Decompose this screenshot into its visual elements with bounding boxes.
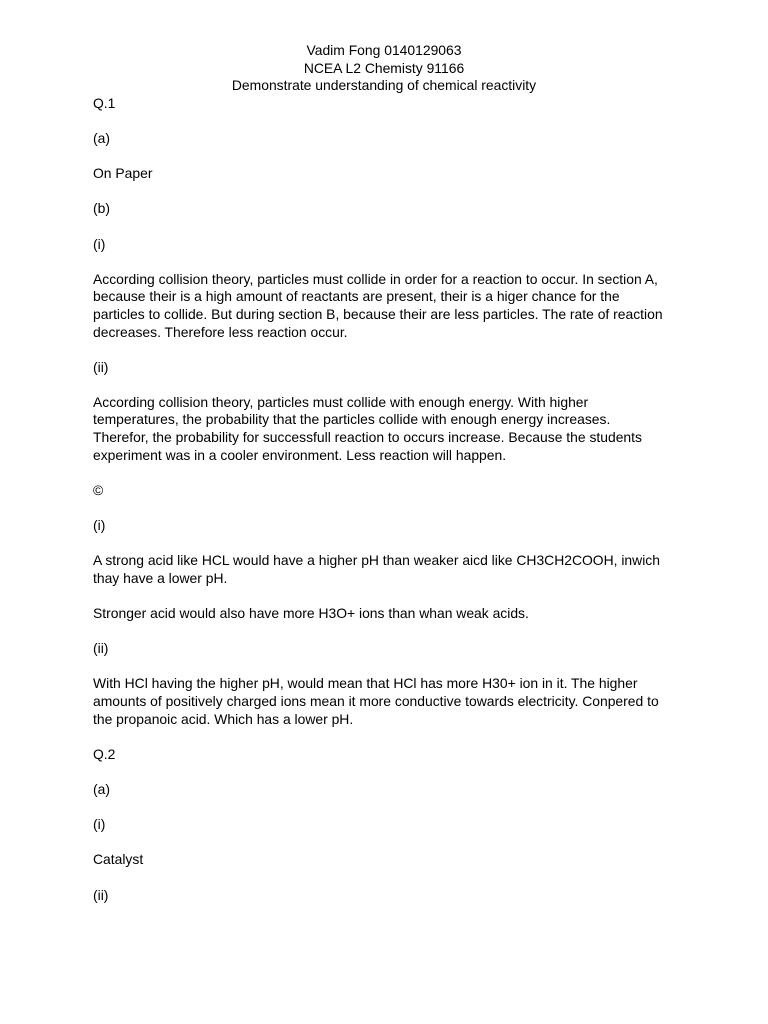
q1-part-b-label: (b) — [93, 200, 110, 217]
document-body — [93, 95, 683, 904]
q1-c-i-label: (i) — [93, 517, 106, 534]
answer-line: the propanoic acid. Which has a lower pH. — [93, 710, 354, 727]
q1-c-ii-label: (ii) — [93, 640, 109, 657]
q2-a-ii-label: (ii) — [93, 886, 109, 903]
answer-line: According collision theory, particles must collide with enough energy. With higher — [93, 393, 589, 410]
answer-line: According collision theory, particles must collide in order for a reaction to occur. In section A, — [93, 270, 658, 287]
q1-b-i-label: (i) — [93, 235, 106, 252]
answer-line: With HCl having the higher pH, would mean that HCl has more H30+ ion in it. The higher — [93, 675, 638, 692]
q1-b-i-answer — [93, 271, 683, 341]
q2-a-i-label: (i) — [93, 816, 106, 833]
answer-line: Therefor, the probability for successfull reaction to occurs increase. Because the students — [93, 429, 642, 446]
document-title: Demonstrate understanding of chemical reactivity — [231, 77, 537, 94]
answer-line: temperatures, the probability that the particles collide with enough energy increases. — [93, 411, 611, 428]
q1-b-ii-answer — [93, 394, 683, 464]
q1-part-a-label: (a) — [93, 129, 110, 146]
document-header — [0, 42, 768, 95]
answer-line: because their is a high amount of reactants are present, their is a higer chance for the — [93, 288, 620, 305]
q1-part-c-label: © — [93, 481, 104, 498]
answer-line: A strong acid like HCL would have a higher pH than weaker aicd like CH3CH2COOH, inwich — [93, 552, 660, 569]
answer-line: particles to collide. But during section B, because their are less particles. The rate of reaction — [93, 305, 663, 322]
question-1-label: Q.1 — [93, 94, 116, 111]
answer-line: thay have a lower pH. — [93, 569, 228, 586]
author-line: Vadim Fong 0140129063 — [306, 42, 462, 58]
q2-a-i-answer: Catalyst — [93, 851, 144, 868]
q1-c-i-answer — [93, 552, 683, 587]
q1-c-i-extra: Stronger acid would also have more H3O+ ions than whan weak acids. — [93, 605, 529, 622]
q2-part-a-label: (a) — [93, 780, 110, 797]
q1-c-ii-answer — [93, 675, 683, 728]
course-line: NCEA L2 Chemisty 91166 — [303, 59, 465, 76]
answer-line: experiment was in a cooler environment. Less reaction will happen. — [93, 446, 507, 463]
q1-part-a-answer: On Paper — [93, 165, 153, 182]
answer-line: amounts of positively charged ions mean it more conductive towards electricity. Conpered to — [93, 692, 659, 709]
q1-b-ii-label: (ii) — [93, 358, 109, 375]
question-2-label: Q.2 — [93, 745, 116, 762]
answer-line: decreases. Therefore less reaction occur. — [93, 323, 348, 340]
